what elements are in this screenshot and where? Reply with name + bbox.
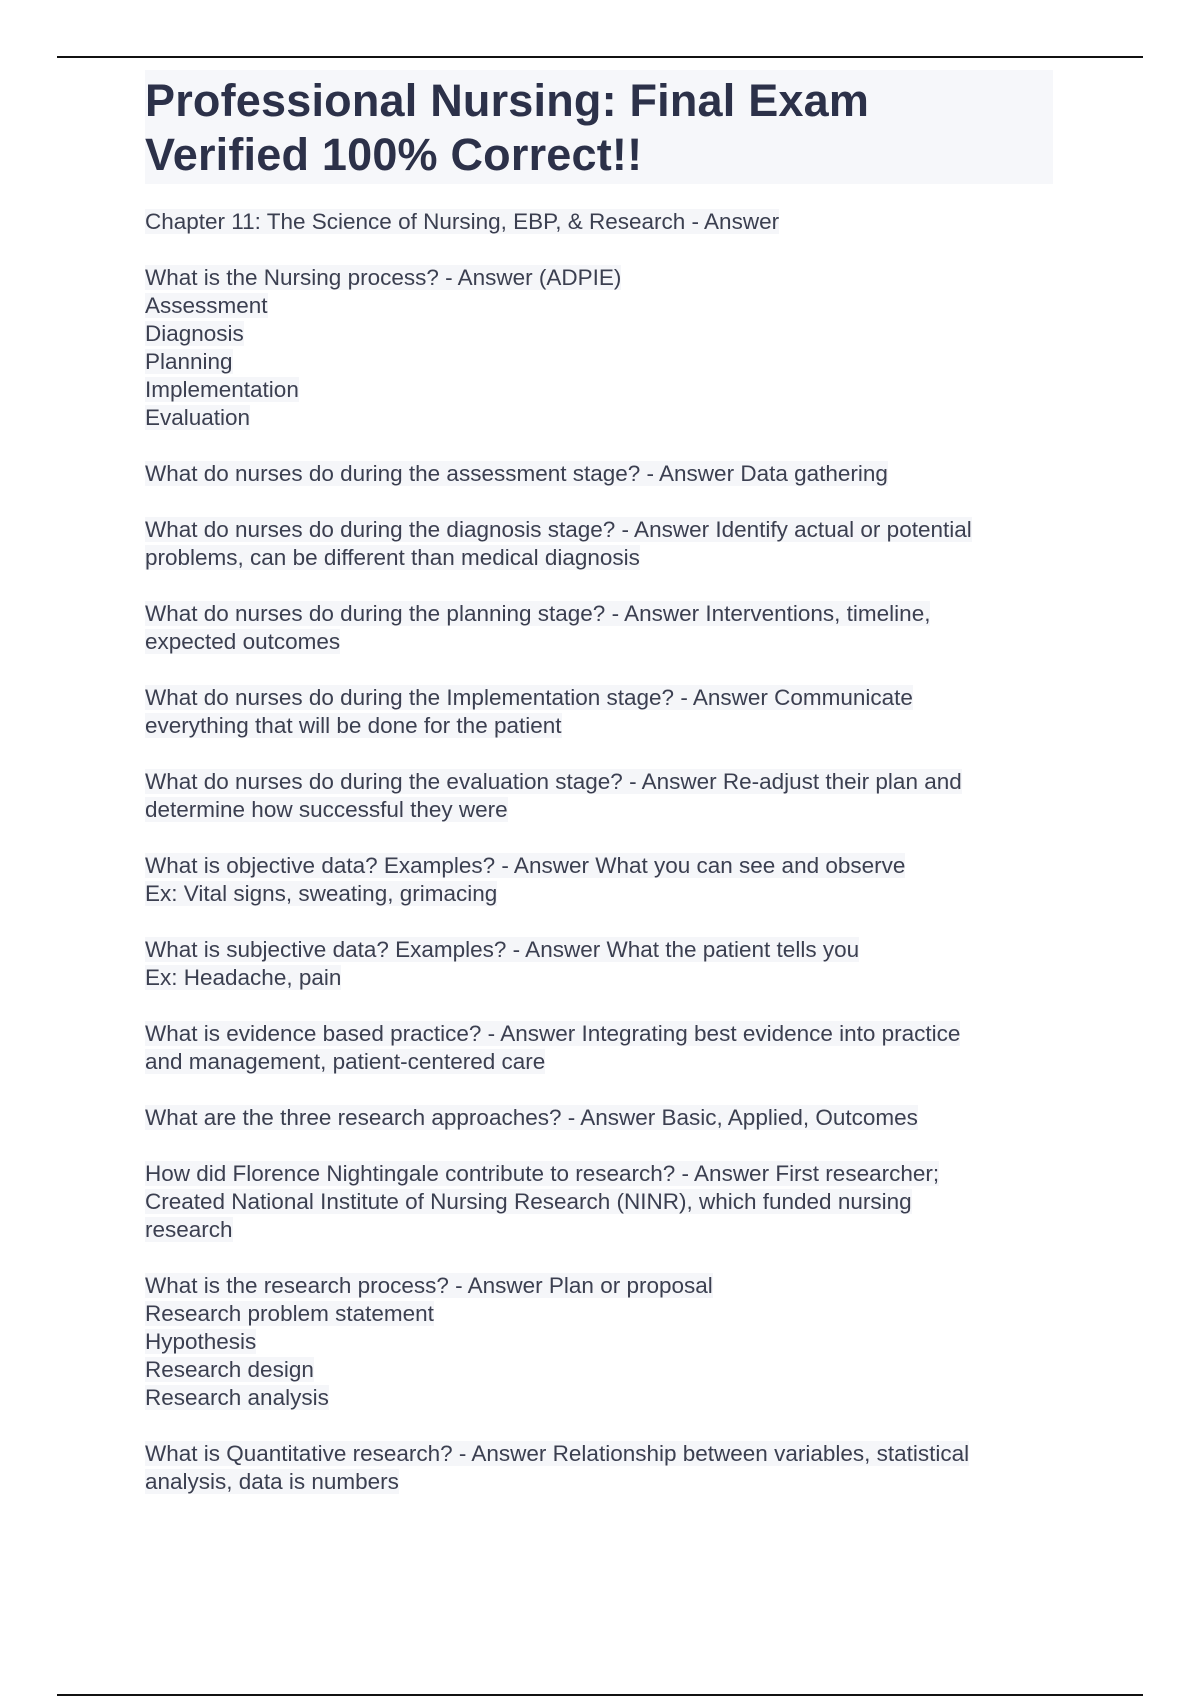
paragraph-line: [145, 1272, 1065, 1300]
paragraph-line-text: What do nurses do during the assessment stage? - Answer Data gathering: [145, 461, 888, 486]
paragraph-line: [145, 1160, 1065, 1188]
paragraph-line: [145, 684, 1065, 712]
paragraph-line: [145, 1328, 1065, 1356]
paragraph-line: [145, 768, 1065, 796]
qa-paragraph: [145, 1440, 1065, 1496]
bottom-rule: [57, 1694, 1143, 1696]
paragraph-line: [145, 1300, 1065, 1328]
paragraph-line: [145, 1384, 1065, 1412]
paragraph-line-text: problems, can be different than medical diagnosis: [145, 545, 640, 570]
paragraph-line-text: Diagnosis: [145, 321, 244, 346]
qa-paragraph: [145, 1272, 1065, 1412]
title-line-2: Verified 100% Correct!!: [145, 129, 643, 180]
qa-paragraph: [145, 936, 1065, 992]
paragraph-line: [145, 348, 1065, 376]
paragraph-line: [145, 600, 1065, 628]
paragraph-line-text: What is Quantitative research? - Answer Relationship between variables, statistical: [145, 1441, 970, 1466]
qa-paragraph: [145, 1104, 1065, 1132]
paragraph-line-text: Planning: [145, 349, 233, 374]
paragraph-line-text: expected outcomes: [145, 629, 341, 654]
paragraph-line-text: Chapter 11: The Science of Nursing, EBP, & Research - Answer: [145, 209, 780, 234]
qa-paragraph: [145, 1160, 1065, 1244]
paragraph-line: [145, 1356, 1065, 1384]
paragraph-line: [145, 880, 1065, 908]
qa-paragraph: [145, 768, 1065, 824]
paragraph-line: [145, 936, 1065, 964]
paragraph-line: [145, 1216, 1065, 1244]
paragraph-line-text: What do nurses do during the planning stage? - Answer Interventions, timeline,: [145, 601, 931, 626]
paragraph-line: [145, 264, 1065, 292]
paragraph-line-text: research: [145, 1217, 233, 1242]
paragraph-line: [145, 1020, 1065, 1048]
paragraph-line-text: What do nurses do during the evaluation stage? - Answer Re-adjust their plan and: [145, 769, 962, 794]
paragraph-line-text: Ex: Headache, pain: [145, 965, 342, 990]
paragraph-line-text: What are the three research approaches? - Answer Basic, Applied, Outcomes: [145, 1105, 918, 1130]
paragraph-line-text: analysis, data is numbers: [145, 1469, 399, 1494]
paragraph-line: [145, 1104, 1065, 1132]
paragraph-line-text: Research design: [145, 1357, 314, 1382]
paragraph-line: [145, 516, 1065, 544]
qa-paragraph: [145, 516, 1065, 572]
paragraph-line-text: What do nurses do during the Implementation stage? - Answer Communicate: [145, 685, 913, 710]
paragraph-line: [145, 852, 1065, 880]
paragraph-line-text: Ex: Vital signs, sweating, grimacing: [145, 881, 498, 906]
paragraph-line: [145, 208, 1065, 236]
paragraph-line: [145, 404, 1065, 432]
paragraph-line: [145, 1440, 1065, 1468]
paragraph-line-text: everything that will be done for the patient: [145, 713, 562, 738]
paragraph-line: [145, 1468, 1065, 1496]
paragraph-line-text: Implementation: [145, 377, 299, 402]
qa-paragraph: [145, 264, 1065, 432]
paragraph-line-text: What is subjective data? Examples? - Answer What the patient tells you: [145, 937, 860, 962]
paragraph-line: [145, 964, 1065, 992]
qa-paragraph: [145, 852, 1065, 908]
paragraph-line-text: What is objective data? Examples? - Answer What you can see and observe: [145, 853, 906, 878]
paragraph-line: [145, 320, 1065, 348]
paragraph-line: [145, 376, 1065, 404]
paragraph-line-text: What is evidence based practice? - Answer Integrating best evidence into practice: [145, 1021, 961, 1046]
qa-paragraph: [145, 684, 1065, 740]
paragraph-line-text: Research analysis: [145, 1385, 329, 1410]
paragraph-line-text: How did Florence Nightingale contribute to research? - Answer First researcher;: [145, 1161, 940, 1186]
paragraph-line-text: Assessment: [145, 293, 268, 318]
paragraph-line: [145, 796, 1065, 824]
document-body: [145, 208, 1065, 1524]
document-title: [145, 70, 1053, 184]
paragraph-line-text: What do nurses do during the diagnosis stage? - Answer Identify actual or potential: [145, 517, 972, 542]
top-rule: [57, 56, 1143, 58]
qa-paragraph: [145, 460, 1065, 488]
paragraph-line-text: Created National Institute of Nursing Research (NINR), which funded nursing: [145, 1189, 912, 1214]
paragraph-line-text: What is the research process? - Answer Plan or proposal: [145, 1273, 713, 1298]
paragraph-line: [145, 292, 1065, 320]
paragraph-line: [145, 544, 1065, 572]
qa-paragraph: [145, 600, 1065, 656]
qa-paragraph: [145, 208, 1065, 236]
paragraph-line-text: Evaluation: [145, 405, 251, 430]
paragraph-line: [145, 460, 1065, 488]
title-line-1: Professional Nursing: Final Exam: [145, 75, 870, 126]
paragraph-line-text: What is the Nursing process? - Answer (ADPIE): [145, 265, 622, 290]
paragraph-line-text: and management, patient-centered care: [145, 1049, 546, 1074]
paragraph-line: [145, 1048, 1065, 1076]
paragraph-line-text: determine how successful they were: [145, 797, 508, 822]
qa-paragraph: [145, 1020, 1065, 1076]
paragraph-line-text: Hypothesis: [145, 1329, 257, 1354]
paragraph-line-text: Research problem statement: [145, 1301, 434, 1326]
paragraph-line: [145, 712, 1065, 740]
paragraph-line: [145, 1188, 1065, 1216]
paragraph-line: [145, 628, 1065, 656]
